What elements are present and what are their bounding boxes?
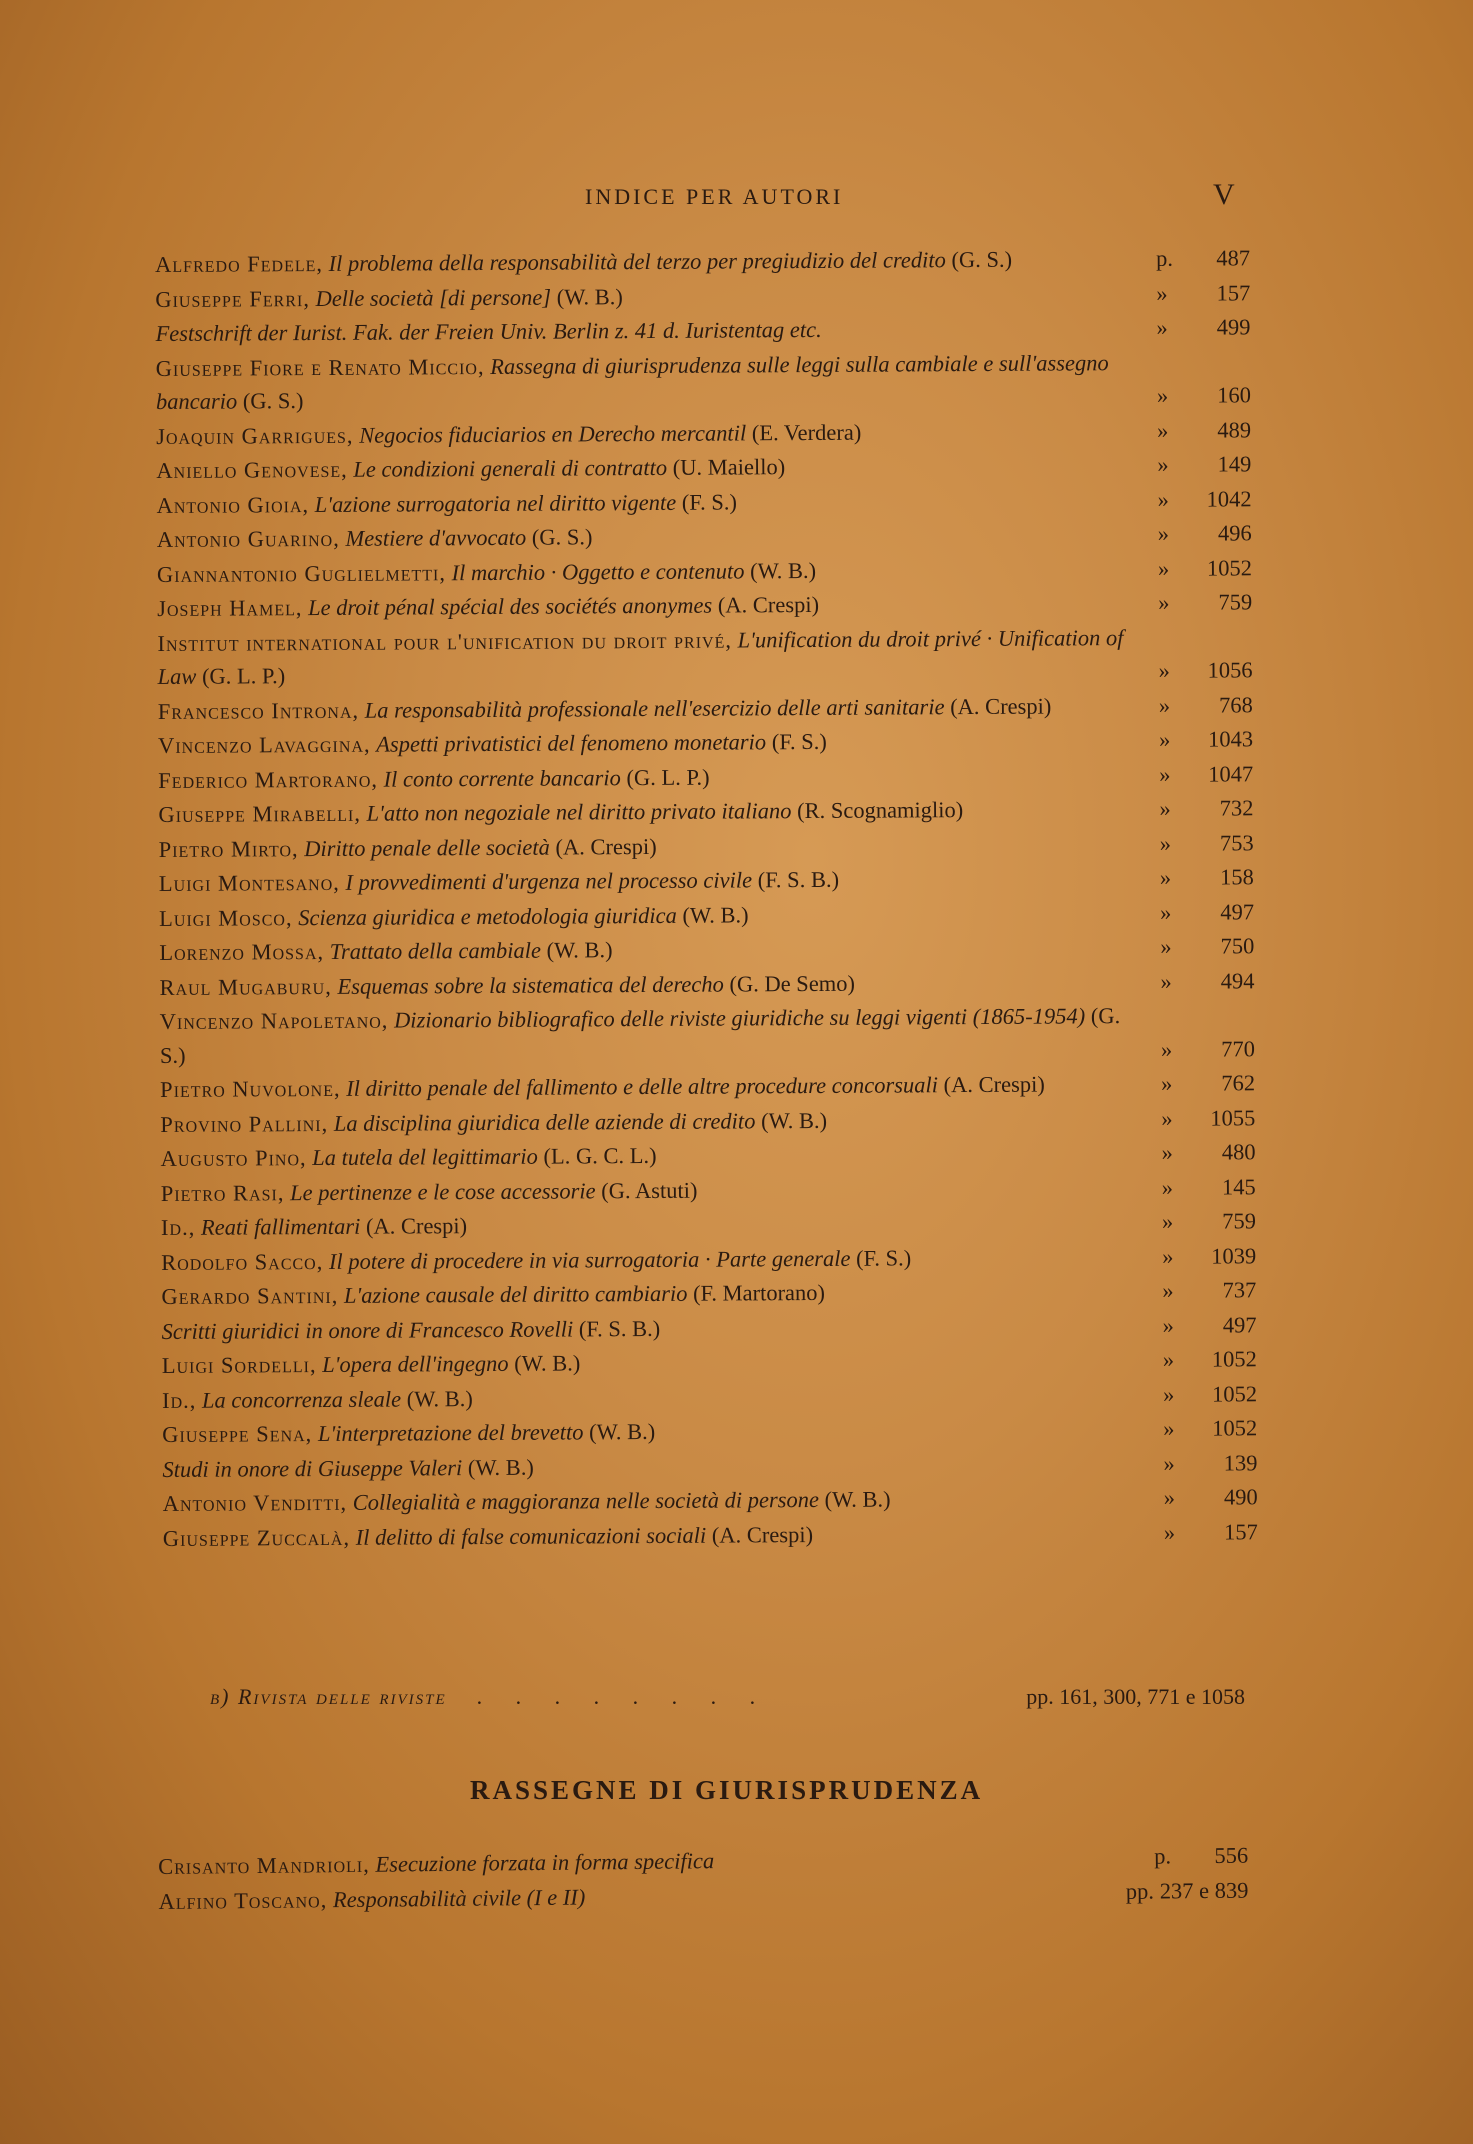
entry-reviewer: (F. S.) <box>856 1244 912 1271</box>
entry-title: Il conto corrente bancario <box>383 764 621 792</box>
entry-title: L'azione causale del diritto cambiario <box>343 1280 688 1308</box>
entry-reviewer: (G. S.) <box>951 246 1013 273</box>
page-number-ref: 1052 <box>1206 554 1253 581</box>
entry-author: Antonio Venditti, <box>162 1489 348 1516</box>
entry-text <box>157 551 1142 591</box>
entry-page-ref <box>1147 1377 1257 1411</box>
entry-author: Giuseppe Ferri, <box>155 285 310 312</box>
entry-page-ref <box>1147 1342 1257 1376</box>
index-entry <box>159 860 1254 900</box>
entry-title: Collegialità e maggioranza nelle società di persone <box>352 1486 820 1515</box>
page-number-ref: 1043 <box>1207 726 1254 752</box>
entry-title: La disciplina giuridica delle aziende di credito <box>333 1107 756 1136</box>
entry-page-ref <box>1141 378 1251 412</box>
entry-page-ref <box>1145 1101 1255 1135</box>
entry-page-ref <box>1144 929 1254 963</box>
entry-author: Federico Martorano, <box>158 766 379 793</box>
entry-text <box>158 688 1143 728</box>
entry-title: Le condizioni generali di contratto <box>353 454 668 482</box>
entry-reviewer: (A. Crespi) <box>711 1521 814 1548</box>
page-mark: » <box>1159 899 1172 925</box>
entry-reviewer: (G. S.) <box>242 388 304 414</box>
entry-author: Alfredo Fedele, <box>155 250 324 277</box>
page-mark: » <box>1163 1519 1176 1545</box>
page-number-ref: 1052 <box>1212 1415 1258 1441</box>
page-mark: » <box>1160 1036 1173 1062</box>
page-number-ref: 1047 <box>1208 760 1254 787</box>
entry-title: Festschrift der Iurist. Fak. der Freien Univ. Berlin z. 41 d. Iuristentag etc. <box>155 316 822 346</box>
riviste-pages: pp. 161, 300, 771 e 1058 <box>1026 1684 1245 1709</box>
page-number-ref: 753 <box>1219 829 1254 856</box>
index-entry <box>161 1239 1256 1279</box>
page-header <box>0 178 1473 218</box>
entry-author: Gerardo Santini, <box>161 1282 339 1309</box>
page-mark: » <box>1156 280 1168 306</box>
entry-title: I provvedimenti d'urgenza nel processo civile <box>345 867 753 895</box>
entry-page-ref <box>1144 964 1254 998</box>
entry-author: Pietro Nuvolone, <box>160 1075 341 1102</box>
page-mark: » <box>1162 1312 1174 1338</box>
entry-text <box>161 1274 1146 1314</box>
entry-author: Raul Mugaburu, <box>159 973 332 1000</box>
index-entry <box>159 826 1254 866</box>
entry-author: Lorenzo Mossa, <box>159 938 325 965</box>
page-number-ref: 770 <box>1221 1035 1255 1062</box>
entry-author: Joaquin Garrigues, <box>156 422 354 449</box>
entry-author: Francesco Introna, <box>157 697 360 724</box>
entry-reviewer: (G. L. P.) <box>201 663 286 689</box>
riviste-label: b) Rivista delle riviste <box>210 1684 447 1709</box>
index-entry <box>156 345 1251 419</box>
page-mark: p. <box>1156 245 1174 271</box>
entry-text <box>157 620 1142 693</box>
page-mark: » <box>1159 761 1171 787</box>
entry-reviewer: (W. B.) <box>546 937 613 963</box>
entry-author: Pietro Rasi, <box>160 1179 285 1206</box>
entry-page-ref <box>1142 551 1252 585</box>
index-entry <box>157 551 1252 591</box>
entry-title: Studi in onore di Giuseppe Valeri <box>162 1454 463 1482</box>
page-number-ref: 759 <box>1222 1208 1257 1234</box>
entry-reviewer: (W. B.) <box>682 901 749 928</box>
running-title: INDICE PER AUTORI <box>585 184 844 209</box>
entry-reviewer: (W. B.) <box>556 283 623 310</box>
entry-reviewer: (W. B.) <box>824 1486 891 1512</box>
page-mark: » <box>1159 830 1171 856</box>
entry-title: Scienza giuridica e metodologia giuridica <box>298 902 677 930</box>
index-entry <box>156 447 1251 487</box>
entry-reviewer: (G. L. P.) <box>626 764 710 790</box>
entry-page-ref <box>1145 1135 1255 1169</box>
entry-reviewer: (A. Crespi) <box>950 693 1052 719</box>
entry-title: Scritti giuridici in onore di Francesco Rovelli <box>161 1315 574 1344</box>
index-entry <box>158 791 1253 831</box>
entry-author: Pietro Mirto, <box>158 835 299 862</box>
entry-reviewer: (L. G. C. L.) <box>543 1142 657 1169</box>
entry-page-ref <box>1144 895 1254 929</box>
entry-author: Id., <box>161 1387 197 1413</box>
entry-text <box>159 861 1144 901</box>
page-mark: » <box>1162 1381 1175 1407</box>
index-entry <box>162 1411 1257 1451</box>
entry-title: Le droit pénal spécial des sociétés anonymes <box>308 592 713 621</box>
page-number-ref: 157 <box>1224 1518 1258 1544</box>
index-entry <box>162 1342 1257 1382</box>
entry-page-ref <box>1143 722 1253 756</box>
entry-author: Rodolfo Sacco, <box>161 1248 324 1275</box>
page-mark: » <box>1157 486 1169 512</box>
entry-page-ref <box>1141 413 1251 447</box>
page-number-ref: 480 <box>1221 1139 1256 1165</box>
index-entry <box>158 757 1253 797</box>
entry-title: Reati fallimentari <box>200 1213 361 1240</box>
page-mark: » <box>1158 589 1170 615</box>
page-number-ref: 490 <box>1223 1484 1258 1510</box>
riviste-entry <box>210 1684 1245 1710</box>
entry-text <box>161 1205 1146 1245</box>
entry-page-ref <box>1144 826 1254 860</box>
entry-text <box>161 1170 1146 1210</box>
entry-text <box>155 242 1140 282</box>
entry-title: Esquemas sobre la sistematica del derecho <box>337 971 724 999</box>
entry-page-ref <box>1140 241 1250 275</box>
page-number-ref: 1055 <box>1210 1104 1256 1131</box>
entry-reviewer: (E. Verdera) <box>751 419 862 445</box>
entry-text <box>162 1377 1147 1417</box>
index-entry <box>155 276 1250 316</box>
entry-author: Aniello Genovese, <box>156 456 348 483</box>
entry-page-ref <box>1145 1032 1255 1066</box>
entry-text <box>158 792 1143 832</box>
index-entry <box>161 1170 1256 1210</box>
index-entry <box>159 929 1254 969</box>
entry-title: Trattato della cambiale <box>329 937 542 964</box>
rassegne-list <box>158 1839 1249 1920</box>
index-entry <box>157 620 1252 694</box>
page-number-ref: 556 <box>1214 1842 1249 1868</box>
index-entry <box>163 1515 1258 1555</box>
entry-author: Giuseppe Fiore e Renato Miccio, <box>155 353 485 381</box>
page-mark: » <box>1157 417 1169 443</box>
page-mark: » <box>1162 1346 1175 1372</box>
page-number-ref: 489 <box>1217 416 1252 443</box>
page-mark: » <box>1161 1105 1173 1131</box>
entry-author: Antonio Guarino, <box>156 525 340 552</box>
entry-reviewer: (F. S. B.) <box>578 1315 661 1341</box>
page-mark: » <box>1159 864 1172 890</box>
entry-text <box>158 723 1143 763</box>
page-mark: » <box>1157 451 1169 477</box>
entry-reviewer: (W. B.) <box>760 1107 828 1133</box>
entry-author: Provino Pallini, <box>160 1110 329 1137</box>
index-entry <box>160 1066 1255 1106</box>
entry-text <box>161 1239 1146 1279</box>
page-mark: » <box>1162 1277 1174 1303</box>
page-mark: » <box>1159 795 1171 821</box>
entry-text <box>157 586 1142 626</box>
entry-author: Giannantonio Guglielmetti, <box>156 559 447 587</box>
author-index-list <box>155 241 1258 1556</box>
entry-author: Alfino Toscano, <box>158 1887 328 1914</box>
page-number-ref: 1039 <box>1211 1242 1257 1269</box>
entry-text <box>159 964 1144 1004</box>
index-entry <box>162 1308 1257 1348</box>
page-number-ref: 1056 <box>1207 657 1253 683</box>
entry-text <box>157 517 1142 557</box>
index-entry <box>162 1377 1257 1417</box>
page-mark: » <box>1156 382 1169 408</box>
index-entry <box>161 1273 1256 1313</box>
page-number-ref: 1052 <box>1211 1380 1258 1407</box>
leader-dots: . . . . . . . . <box>476 1684 770 1709</box>
entry-text <box>156 448 1141 488</box>
entry-text <box>156 413 1141 453</box>
page-mark: » <box>1158 692 1171 718</box>
index-entry <box>155 241 1250 281</box>
page-number-ref: 487 <box>1216 245 1251 271</box>
entry-text <box>162 1343 1147 1383</box>
page-mark: » <box>1157 555 1170 581</box>
page-number-ref: 497 <box>1220 898 1255 925</box>
entry-page-ref <box>1147 1446 1257 1480</box>
entry-page-ref <box>1146 1239 1256 1273</box>
entry-page-ref <box>1145 1066 1255 1100</box>
entry-page-ref <box>1141 447 1251 481</box>
entry-reviewer: (G. S.) <box>159 1003 1121 1068</box>
page-mark: » <box>1163 1450 1175 1476</box>
index-entry <box>158 688 1253 728</box>
entry-reviewer: (W. B.) <box>589 1418 656 1445</box>
entry-title: L'unification du droit privé · Unification of Law <box>157 624 1124 689</box>
entry-title: Il diritto penale del fallimento e delle altre procedure concorsuali <box>346 1072 939 1101</box>
entry-text <box>156 345 1141 418</box>
entry-title: Diritto penale delle società <box>304 834 550 861</box>
entry-author: Luigi Mosco, <box>159 904 293 931</box>
section-title: RASSEGNE DI GIURISPRUDENZA <box>470 1775 984 1805</box>
entry-reviewer: (F. S.) <box>681 488 738 515</box>
entry-author: Giuseppe Zuccalà, <box>162 1524 351 1551</box>
page-mark: » <box>1161 1070 1173 1096</box>
entry-text <box>162 1446 1147 1486</box>
index-entry <box>157 516 1252 556</box>
page-mark: » <box>1158 657 1170 683</box>
entry-reviewer: (W. B.) <box>406 1385 473 1411</box>
entry-reviewer: (A. Crespi) <box>555 833 657 860</box>
entry-text <box>160 999 1145 1072</box>
entry-text <box>155 311 1140 351</box>
entry-reviewer: (F. Martorano) <box>693 1279 826 1306</box>
entry-title: La responsabilità professionale nell'esercizio delle arti sanitarie <box>364 693 945 723</box>
entry-page-ref <box>1148 1480 1258 1514</box>
page-mark: » <box>1160 968 1172 994</box>
page-number-ref: 768 <box>1218 691 1253 718</box>
entry-text <box>159 826 1144 866</box>
index-entry <box>159 964 1254 1004</box>
page-mark: » <box>1163 1484 1175 1510</box>
page-number-ref: 497 <box>1222 1311 1257 1337</box>
entry-title: Responsabilità civile (I e II) <box>332 1884 586 1913</box>
page-number-ref: 732 <box>1219 795 1254 821</box>
entry-reviewer: (W. B.) <box>467 1454 534 1480</box>
entry-page-ref <box>1142 585 1252 619</box>
entry-title: L'azione surrogatoria nel diritto vigente <box>314 489 677 517</box>
entry-page-ref <box>1140 276 1250 310</box>
entry-text <box>160 1101 1145 1141</box>
entry-author: Giuseppe Sena, <box>162 1421 313 1447</box>
entry-author: Id., <box>160 1214 196 1240</box>
page-number-ref: 496 <box>1217 520 1252 546</box>
entry-title: La concorrenza sleale <box>201 1386 402 1413</box>
entry-author: Augusto Pino, <box>160 1145 307 1171</box>
entry-reviewer: (F. S. B.) <box>757 866 840 893</box>
entry-title: Mestiere d'avvocato <box>345 524 527 551</box>
entry-page-ref <box>1146 1204 1256 1238</box>
page-number: V <box>1213 178 1235 211</box>
entry-text <box>163 1515 1148 1555</box>
index-entry <box>160 998 1255 1072</box>
index-entry <box>158 722 1253 762</box>
entry-title: Il marchio · Oggetto e contenuto <box>451 557 745 585</box>
index-entry <box>161 1204 1256 1244</box>
entry-title: Il potere di procedere in via surrogatoria · Parte generale <box>328 1245 851 1274</box>
entry-page-ref <box>1144 860 1254 894</box>
entry-reviewer: (U. Maiello) <box>672 454 786 480</box>
entry-reviewer: (A. Crespi) <box>365 1213 468 1239</box>
entry-author: Vincenzo Napoletano, <box>159 1007 389 1034</box>
entry-author: Luigi Sordelli, <box>161 1352 317 1378</box>
entry-reviewer: (R. Scognamiglio) <box>796 797 964 824</box>
page-number-ref: 759 <box>1218 589 1253 615</box>
entry-page-ref <box>1142 516 1252 550</box>
page-mark: » <box>1163 1415 1175 1441</box>
entry-page-ref <box>1058 1874 1248 1910</box>
entry-author: Giuseppe Mirabelli, <box>158 800 362 827</box>
entry-text <box>155 276 1140 316</box>
entry-title: Il problema della responsabilità del terzo per pregiudizio del credito <box>328 247 946 276</box>
entry-page-ref <box>1058 1839 1248 1875</box>
page-number-ref: 160 <box>1217 382 1251 408</box>
entry-text <box>156 482 1141 522</box>
entry-text <box>159 930 1144 970</box>
entry-reviewer: (G. Astuti) <box>601 1177 698 1203</box>
entry-title: Dizionario bibliografico delle riviste giuridiche su leggi vigenti (1865-1954) <box>393 1003 1086 1033</box>
entry-page-ref <box>1140 310 1250 344</box>
entry-reviewer: (G. S.) <box>531 524 593 550</box>
entry-title: L'atto non negoziale nel diritto privato italiano <box>366 798 792 826</box>
entry-title: L'opera dell'ingegno <box>322 1350 509 1377</box>
entry-author: Luigi Montesano, <box>158 869 340 896</box>
page-number-ref: 139 <box>1223 1449 1258 1475</box>
page-mark: » <box>1161 1208 1174 1234</box>
page-mark: » <box>1161 1174 1174 1200</box>
page-mark: p. <box>1153 1843 1172 1869</box>
entry-page-ref <box>1143 688 1253 722</box>
page-mark: » <box>1162 1243 1174 1269</box>
index-entry <box>156 482 1251 522</box>
entry-title: Il delitto di false comunicazioni sociali <box>355 1522 707 1550</box>
entry-text <box>162 1412 1147 1452</box>
entry-title: Esecuzione forzata in forma specifica <box>375 1848 715 1877</box>
entry-text <box>159 895 1144 935</box>
entry-reviewer: (A. Crespi) <box>943 1071 1045 1098</box>
index-entry <box>156 413 1251 453</box>
entry-text <box>160 1136 1145 1176</box>
entry-title: Negocios fiduciarios en Derecho mercantil <box>359 419 747 448</box>
page-number-ref: 157 <box>1216 279 1251 306</box>
page-number-ref: 1052 <box>1211 1346 1257 1372</box>
page-number-ref: 762 <box>1221 1070 1256 1096</box>
entry-author: Crisanto Mandrioli, <box>158 1851 370 1879</box>
entry-text <box>163 1481 1148 1521</box>
entry-author: Antonio Gioia, <box>156 491 310 518</box>
page-number-ref: 1042 <box>1206 485 1252 512</box>
entry-page-ref <box>1143 791 1253 825</box>
index-entry <box>155 310 1250 350</box>
entry-text <box>162 1308 1147 1348</box>
page-number-ref: 145 <box>1221 1173 1256 1199</box>
index-entry <box>159 895 1254 935</box>
entry-author: Vincenzo Lavaggina, <box>157 731 371 758</box>
entry-page-ref <box>1146 1308 1256 1342</box>
entry-page-ref <box>1143 757 1253 791</box>
page-number-ref: 750 <box>1220 933 1255 959</box>
entry-page-ref <box>1141 482 1251 516</box>
entry-page-ref <box>1148 1515 1258 1549</box>
page-number-ref: 737 <box>1222 1277 1257 1303</box>
page-mark: » <box>1156 314 1168 340</box>
index-entry <box>163 1480 1258 1520</box>
entry-title: L'interpretazione del brevetto <box>317 1419 584 1447</box>
index-entry <box>160 1135 1255 1175</box>
page-mark: pp. <box>1125 1878 1154 1904</box>
index-entry <box>162 1446 1257 1486</box>
page-mark: » <box>1157 520 1170 546</box>
index-entry <box>157 585 1252 625</box>
entry-reviewer: (W. B.) <box>514 1350 581 1376</box>
page-number-ref: 149 <box>1217 451 1252 477</box>
entry-title: Aspetti privatistici del fenomeno monetario <box>376 729 767 757</box>
page-mark: » <box>1160 933 1172 959</box>
entry-reviewer: (G. De Semo) <box>729 970 856 997</box>
page-number-ref: 158 <box>1220 864 1254 890</box>
entry-page-ref <box>1146 1170 1256 1204</box>
entry-title: Rassegna di giurisprudenza sulle leggi sulla cambiale e sull'assegno bancario <box>155 349 1109 414</box>
entry-author: Institut international pour l'unification du droit privé, <box>157 626 733 656</box>
entry-author: Joseph Hamel, <box>157 595 303 621</box>
entry-text <box>158 757 1143 797</box>
entry-page-ref <box>1142 653 1252 687</box>
entry-reviewer: (F. S.) <box>771 728 827 755</box>
page-mark: » <box>1158 726 1171 752</box>
page-number-ref: 494 <box>1220 967 1255 994</box>
page-number-ref: 237 e 839 <box>1159 1877 1249 1904</box>
page-mark: » <box>1161 1139 1173 1165</box>
entry-text <box>160 1067 1145 1107</box>
entry-page-ref <box>1147 1411 1257 1445</box>
entry-page-ref <box>1146 1273 1256 1307</box>
entry-reviewer: (W. B.) <box>749 557 817 583</box>
entry-reviewer: (A. Crespi) <box>717 591 820 618</box>
entry-title: Delle società [di persone] <box>315 284 552 311</box>
index-entry <box>160 1101 1255 1141</box>
page-number-ref: 499 <box>1216 314 1251 340</box>
entry-title: La tutela del legittimario <box>312 1143 538 1171</box>
entry-title: Le pertinenze e le cose accessorie <box>289 1177 596 1205</box>
